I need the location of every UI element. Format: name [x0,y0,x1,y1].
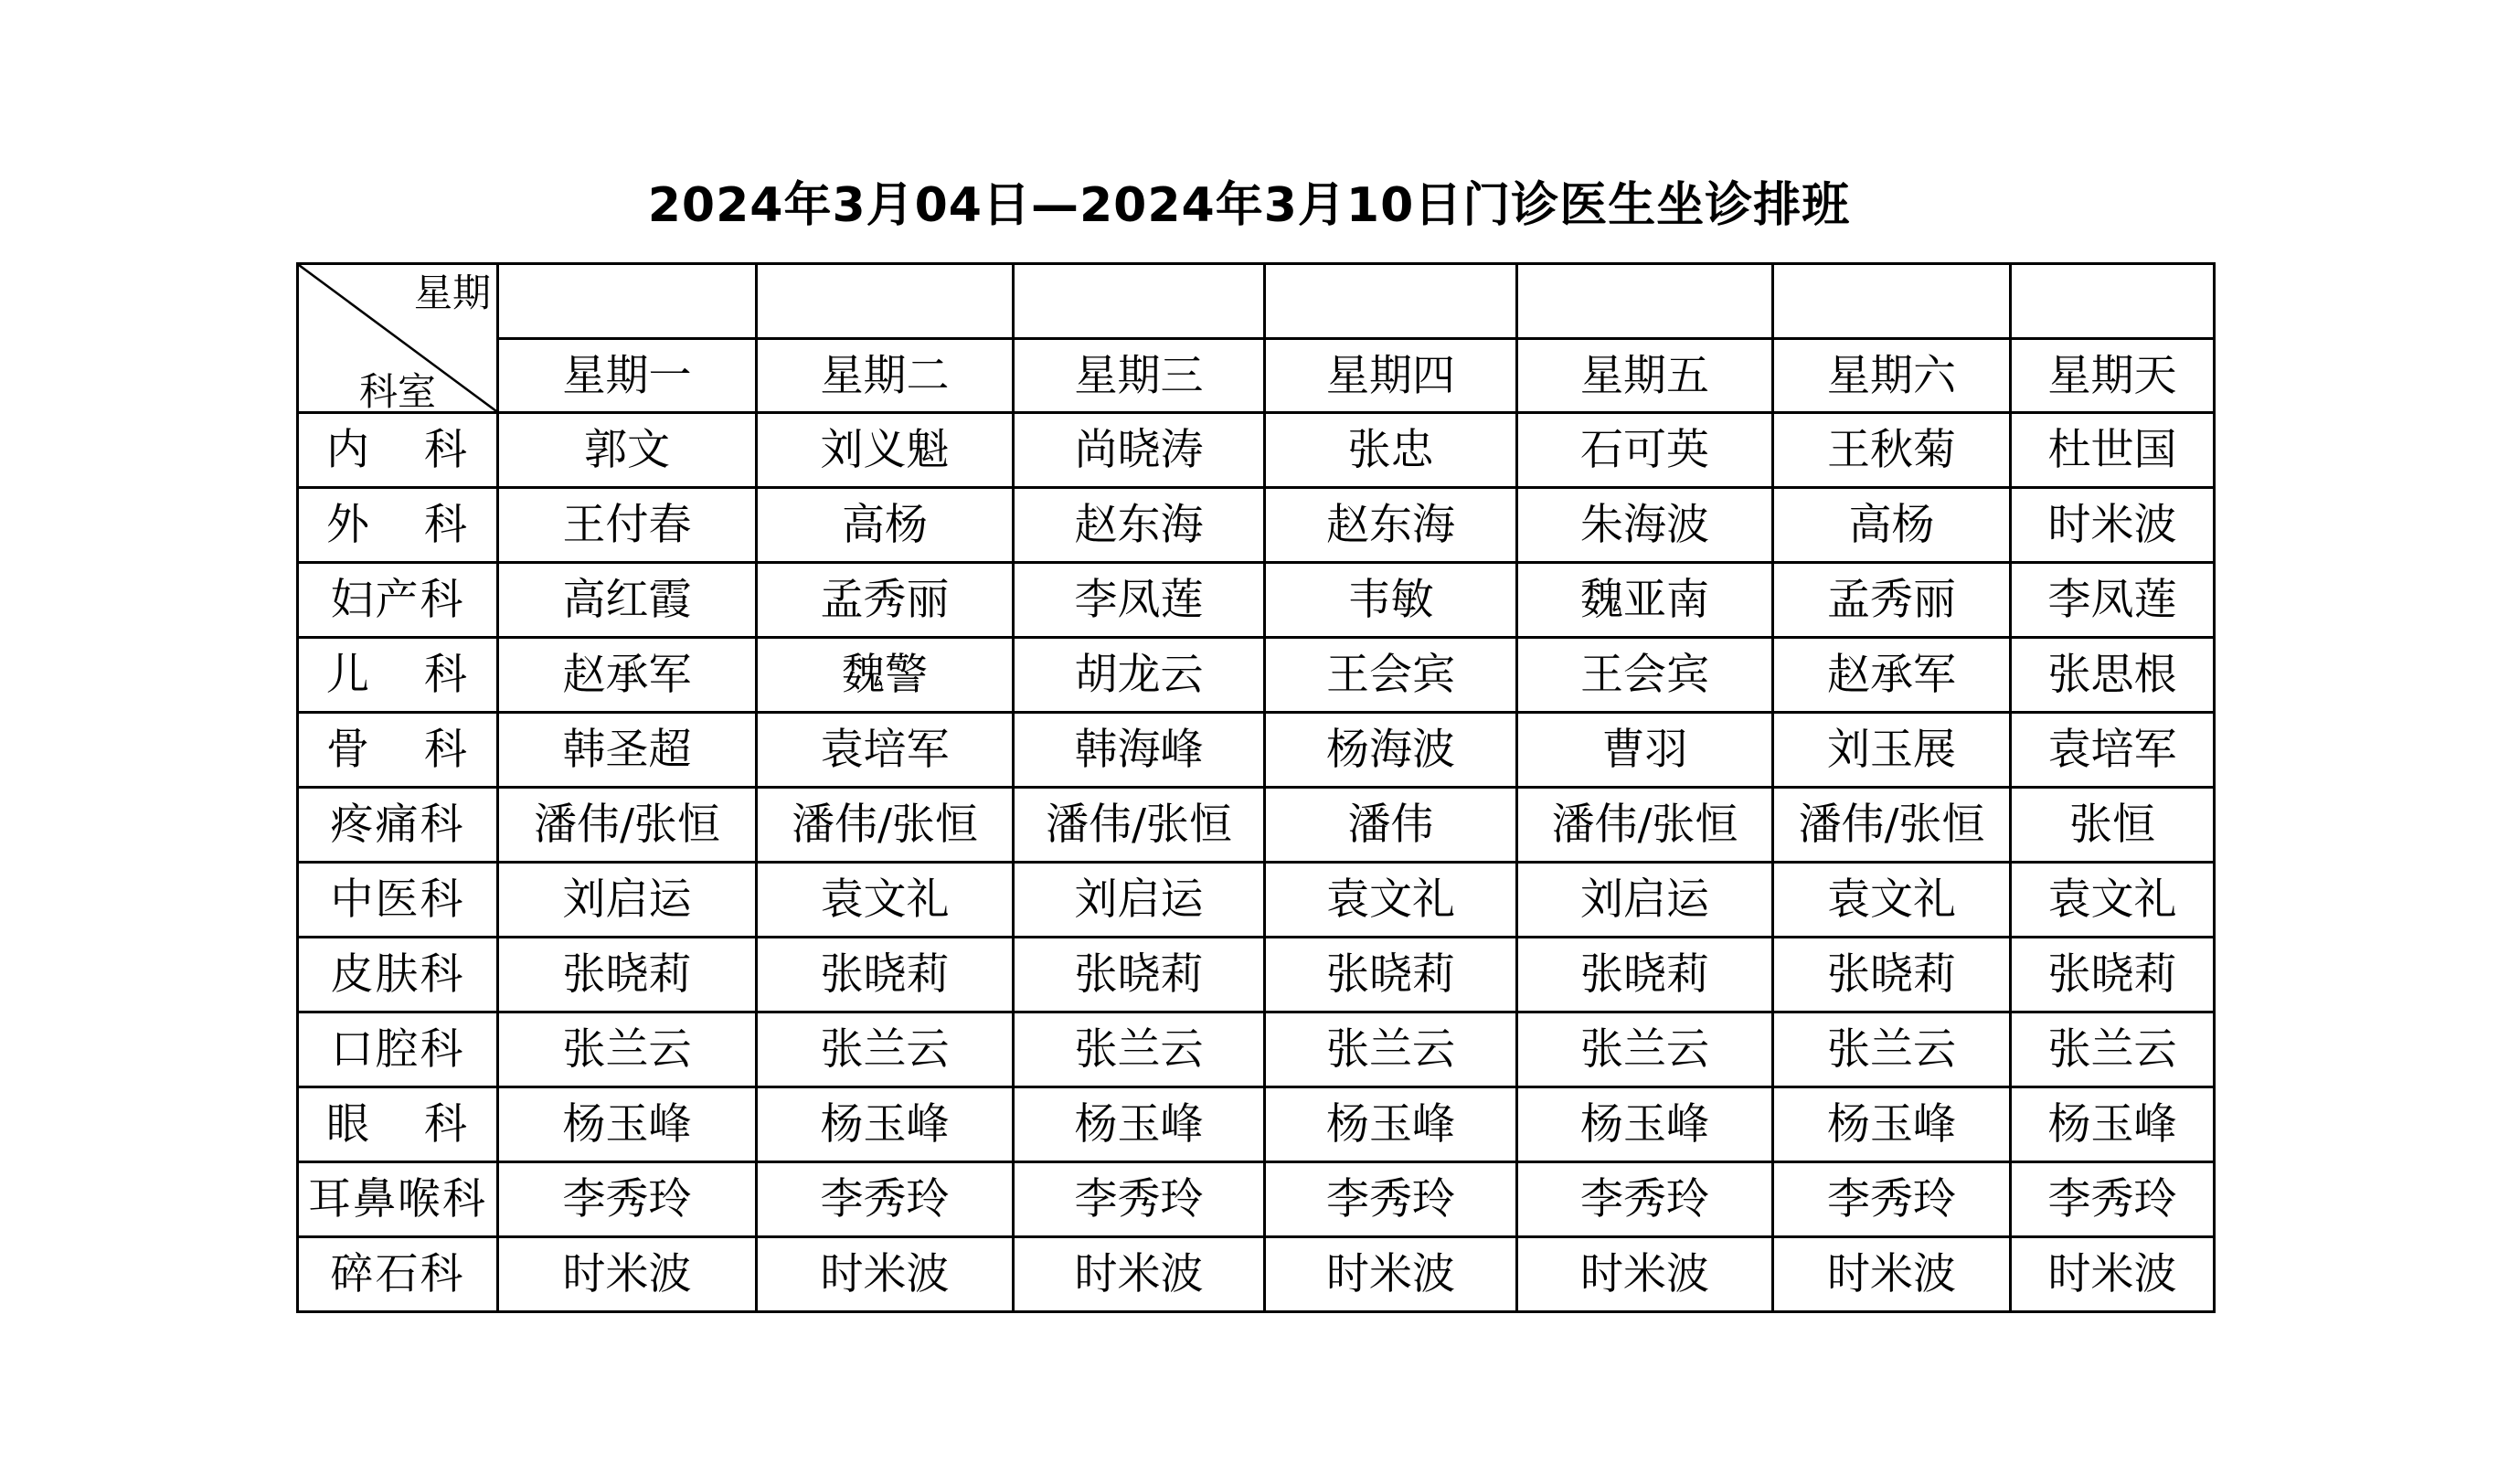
doctor-cell: 杨玉峰 [1265,1087,1517,1162]
dept-cell [298,1162,498,1237]
dept-cell [298,863,498,938]
doctor-cell: 张兰云 [1773,1012,2011,1087]
dept-label: 碎石科 [330,1249,465,1299]
doctor-cell: 时米波 [2011,1237,2215,1312]
doctor-cell: 张晓莉 [2011,938,2215,1012]
doctor-cell: 李凤莲 [1014,563,1265,638]
dept-label-spaced [299,1099,496,1150]
doctor-cell: 张兰云 [1014,1012,1265,1087]
doctor-cell: 刘启运 [1517,863,1773,938]
dept-cell [298,713,498,788]
empty-header-cell [498,264,757,339]
doctor-cell: 时米波 [757,1237,1014,1312]
dept-cell [298,1012,498,1087]
doctor-cell: 高杨 [757,488,1014,563]
doctor-cell: 赵东海 [1014,488,1265,563]
table-row [298,1087,2215,1162]
dept-char: 科 [424,1099,469,1150]
doctor-cell: 张兰云 [1517,1012,1773,1087]
empty-header-cell [1773,264,2011,339]
doctor-cell: 赵东海 [1265,488,1517,563]
doctor-cell: 杨玉峰 [1014,1087,1265,1162]
doctor-cell: 张兰云 [2011,1012,2215,1087]
table-row [298,488,2215,563]
doctor-cell: 张兰云 [498,1012,757,1087]
day-header: 星期二 [757,339,1014,413]
doctor-cell: 杨玉峰 [757,1087,1014,1162]
dept-char: 眼 [326,1099,371,1150]
doctor-cell: 张思根 [2011,638,2215,713]
day-header: 星期天 [2011,339,2215,413]
page-title: 2024年3月04日—2024年3月10日门诊医生坐诊排班 [647,178,1851,233]
doctor-cell: 张晓莉 [757,938,1014,1012]
dept-char: 骨 [326,725,371,775]
schedule-table [296,262,2216,1313]
doctor-cell: 袁培军 [757,713,1014,788]
doctor-cell: 王秋菊 [1773,413,2011,488]
doctor-cell: 潘伟/张恒 [1014,788,1265,863]
doctor-cell: 潘伟/张恒 [1773,788,2011,863]
corner-cell [298,264,498,413]
doctor-cell: 刘义魁 [757,413,1014,488]
dept-label: 耳鼻喉科 [308,1173,487,1224]
doctor-cell: 李秀玲 [1014,1162,1265,1237]
empty-header-cell [1014,264,1265,339]
header-row-top [298,264,2215,339]
dept-cell [298,488,498,563]
day-header: 星期一 [498,339,757,413]
doctor-cell: 王付春 [498,488,757,563]
doctor-cell: 潘伟 [1265,788,1517,863]
doctor-cell: 袁文礼 [757,863,1014,938]
doctor-cell: 袁文礼 [1265,863,1517,938]
doctor-cell: 李秀玲 [1517,1162,1773,1237]
empty-header-cell [1517,264,1773,339]
doctor-cell: 潘伟/张恒 [757,788,1014,863]
dept-label-spaced [299,425,496,475]
doctor-cell: 高杨 [1773,488,2011,563]
dept-cell [298,413,498,488]
dept-cell [298,1087,498,1162]
doctor-cell: 孟秀丽 [757,563,1014,638]
doctor-cell: 杜世国 [2011,413,2215,488]
table-row [298,563,2215,638]
doctor-cell: 袁文礼 [2011,863,2215,938]
header-row-days [298,339,2215,413]
doctor-cell: 潘伟/张恒 [1517,788,1773,863]
day-header: 星期四 [1265,339,1517,413]
dept-cell [298,563,498,638]
empty-header-cell [1265,264,1517,339]
dept-char: 儿 [326,650,371,700]
doctor-cell: 胡龙云 [1014,638,1265,713]
dept-cell [298,938,498,1012]
doctor-cell: 李秀玲 [1265,1162,1517,1237]
dept-label: 中医科 [330,874,465,925]
doctor-cell: 张晓莉 [498,938,757,1012]
doctor-cell: 张恒 [2011,788,2215,863]
doctor-cell: 杨玉峰 [498,1087,757,1162]
doctor-cell: 张晓莉 [1773,938,2011,1012]
doctor-cell: 张晓莉 [1014,938,1265,1012]
day-header: 星期五 [1517,339,1773,413]
day-header: 星期三 [1014,339,1265,413]
doctor-cell: 刘玉展 [1773,713,2011,788]
doctor-cell: 李秀玲 [498,1162,757,1237]
table-row [298,1237,2215,1312]
doctor-cell: 王会宾 [1265,638,1517,713]
doctor-cell: 时米波 [2011,488,2215,563]
doctor-cell: 高红霞 [498,563,757,638]
table-row [298,938,2215,1012]
dept-label-spaced [299,500,496,550]
doctor-cell: 李凤莲 [2011,563,2215,638]
doctor-cell: 杨玉峰 [1773,1087,2011,1162]
dept-char: 科 [424,650,469,700]
empty-header-cell [757,264,1014,339]
day-header: 星期六 [1773,339,2011,413]
dept-label: 妇产科 [330,575,465,625]
doctor-cell: 郭文 [498,413,757,488]
doctor-cell: 时米波 [498,1237,757,1312]
doctor-cell: 袁培军 [2011,713,2215,788]
table-row [298,1162,2215,1237]
doctor-cell: 张晓莉 [1517,938,1773,1012]
doctor-cell: 李秀玲 [757,1162,1014,1237]
doctor-cell: 孟秀丽 [1773,563,2011,638]
table-row [298,638,2215,713]
dept-char: 科 [424,725,469,775]
doctor-cell: 时米波 [1773,1237,2011,1312]
doctor-cell: 张晓莉 [1265,938,1517,1012]
table-row [298,713,2215,788]
doctor-cell: 刘启运 [1014,863,1265,938]
corner-label-weekday: 星期 [413,270,491,315]
doctor-cell: 刘启运 [498,863,757,938]
doctor-cell: 李秀玲 [2011,1162,2215,1237]
doctor-cell: 曹羽 [1517,713,1773,788]
doctor-cell: 赵承军 [1773,638,2011,713]
corner-label-dept: 科室 [359,369,437,413]
doctor-cell: 王会宾 [1517,638,1773,713]
dept-label-spaced [299,650,496,700]
doctor-cell: 韩圣超 [498,713,757,788]
doctor-cell: 魏警 [757,638,1014,713]
dept-label: 口腔科 [330,1024,465,1075]
doctor-cell: 朱海波 [1517,488,1773,563]
doctor-cell: 韩海峰 [1014,713,1265,788]
dept-label-spaced [299,725,496,775]
dept-char: 科 [424,500,469,550]
doctor-cell: 张忠 [1265,413,1517,488]
table-row [298,1012,2215,1087]
doctor-cell: 李秀玲 [1773,1162,2011,1237]
doctor-cell: 潘伟/张恒 [498,788,757,863]
doctor-cell: 赵承军 [498,638,757,713]
empty-header-cell [2011,264,2215,339]
doctor-cell: 时米波 [1014,1237,1265,1312]
doctor-cell: 韦敏 [1265,563,1517,638]
doctor-cell: 杨海波 [1265,713,1517,788]
doctor-cell: 时米波 [1265,1237,1517,1312]
doctor-cell: 杨玉峰 [2011,1087,2215,1162]
dept-cell [298,638,498,713]
table-row [298,413,2215,488]
doctor-cell: 尚晓涛 [1014,413,1265,488]
dept-label: 疼痛科 [330,800,465,850]
dept-label: 皮肤科 [330,949,465,1000]
doctor-cell: 张兰云 [757,1012,1014,1087]
doctor-cell: 时米波 [1517,1237,1773,1312]
doctor-cell: 杨玉峰 [1517,1087,1773,1162]
dept-char: 科 [424,425,469,475]
dept-char: 外 [326,500,371,550]
table-row [298,863,2215,938]
doctor-cell: 袁文礼 [1773,863,2011,938]
doctor-cell: 魏亚南 [1517,563,1773,638]
doctor-cell: 石可英 [1517,413,1773,488]
dept-cell [298,788,498,863]
doctor-cell: 张兰云 [1265,1012,1517,1087]
dept-cell [298,1237,498,1312]
table-row [298,788,2215,863]
dept-char: 内 [326,425,371,475]
